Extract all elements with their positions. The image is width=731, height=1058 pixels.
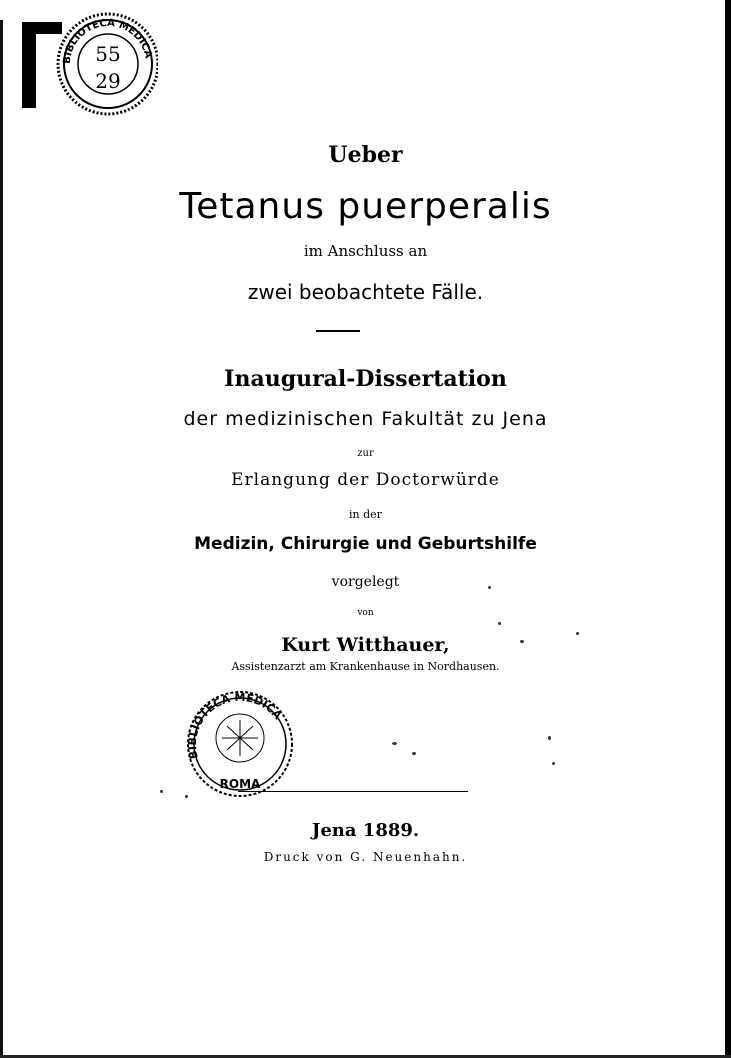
ink-speck	[488, 586, 491, 589]
heading-ueber: Ueber	[328, 142, 403, 168]
ink-speck	[552, 762, 555, 765]
divider-rule	[316, 330, 360, 332]
printer-line: Druck von G. Neuenhahn.	[263, 850, 468, 864]
ink-speck	[392, 742, 397, 745]
ink-speck	[498, 622, 501, 625]
page-title: Tetanus puerperalis	[179, 186, 552, 227]
von-line: von	[357, 608, 374, 618]
degree-line: Erlangung der Doctorwürde	[231, 470, 500, 490]
ink-speck	[160, 790, 163, 793]
library-stamp-top	[8, 8, 158, 118]
zur-line: zur	[357, 448, 374, 459]
svg-text:ROMA: ROMA	[219, 777, 261, 791]
svg-text:29: 29	[95, 69, 121, 93]
svg-text:BIBLIOTECA MEDICA: BIBLIOTECA MEDICA	[61, 17, 154, 65]
ink-speck	[548, 736, 551, 740]
subtitle-line-2: zwei beobachtete Fälle.	[247, 280, 484, 304]
faculty-line: der medizinischen Fakultät zu Jena	[183, 408, 548, 430]
svg-text:55: 55	[95, 42, 121, 66]
in-der-line: in der	[349, 508, 382, 521]
subtitle-line-1: im Anschluss an	[303, 242, 428, 260]
vorgelegt-line: vorgelegt	[331, 574, 400, 590]
svg-text:BIBLIOTECA MEDICA: BIBLIOTECA MEDICA	[185, 690, 285, 761]
ink-speck	[185, 795, 188, 798]
fields-line: Medizin, Chirurgie und Geburtshilfe	[194, 534, 537, 554]
library-stamp-middle	[172, 688, 308, 800]
ink-speck	[576, 632, 579, 635]
ink-speck	[520, 640, 524, 643]
ink-speck	[412, 752, 416, 755]
author-name: Kurt Witthauer,	[281, 634, 450, 656]
dissertation-heading: Inaugural-Dissertation	[224, 366, 507, 392]
imprint-city-year: Jena 1889.	[311, 820, 420, 841]
bottom-rule	[238, 791, 468, 792]
author-position: Assistenzarzt am Krankenhause in Nordhausen.	[231, 660, 500, 673]
